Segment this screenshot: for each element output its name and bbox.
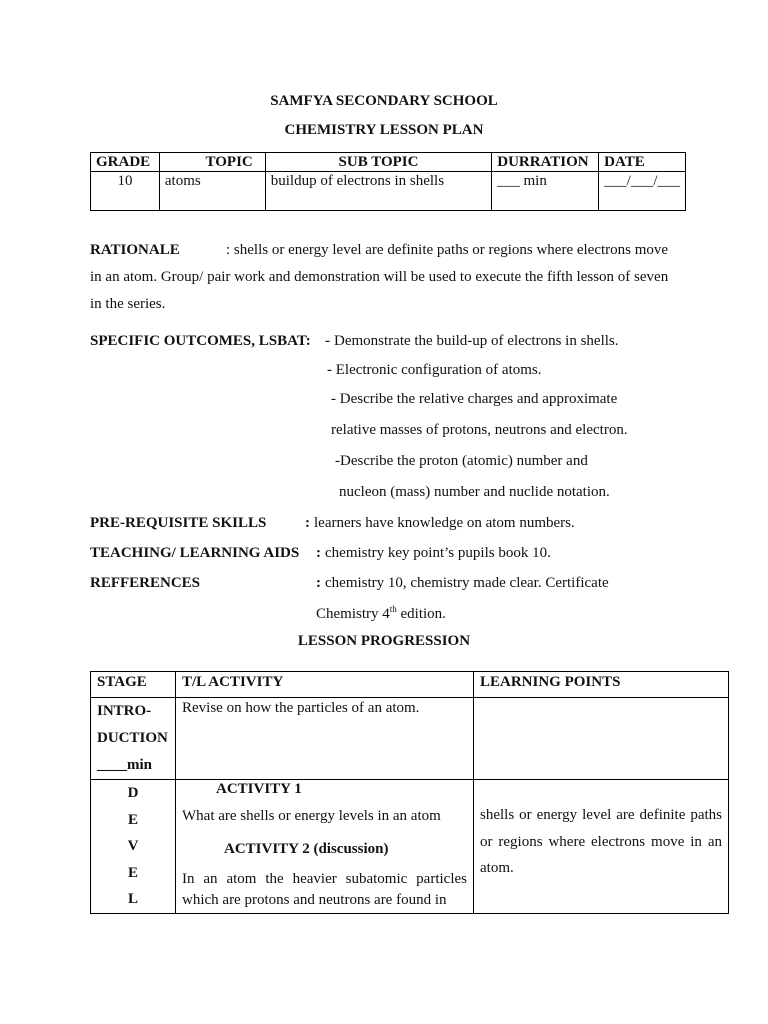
date-header: DATE bbox=[599, 153, 686, 172]
references-text: chemistry 10, chemistry made clear. Certificate bbox=[325, 575, 609, 591]
aids-text: chemistry key point’s pupils book 10. bbox=[325, 545, 551, 561]
outcome-item: nucleon (mass) number and nuclide notation. bbox=[339, 484, 610, 500]
info-header-row bbox=[91, 153, 686, 172]
outcome-item: -Describe the proton (atomic) number and bbox=[335, 453, 588, 469]
stage-letter: E bbox=[127, 864, 138, 881]
aids-label: TEACHING/ LEARNING AIDS bbox=[90, 545, 300, 561]
progression-header-row bbox=[91, 672, 729, 698]
grade-value: 10 bbox=[91, 172, 160, 211]
development-activity bbox=[176, 780, 474, 914]
stage-letter: D bbox=[127, 785, 139, 801]
lesson-info-table bbox=[90, 152, 686, 211]
stage-letter: E bbox=[127, 811, 138, 828]
introduction-activity: Revise on how the particles of an atom. bbox=[176, 698, 474, 780]
activity-1-text: What are shells or energy levels in an atom bbox=[182, 808, 441, 824]
introduction-points bbox=[474, 698, 729, 780]
prerequisite-colon: : bbox=[305, 515, 310, 531]
learning-points-header: LEARNING POINTS bbox=[474, 672, 729, 698]
outcomes-dash: - bbox=[325, 333, 330, 349]
development-row bbox=[91, 780, 729, 914]
prerequisite-text: learners have knowledge on atom numbers. bbox=[314, 515, 575, 531]
topic-value: atoms bbox=[159, 172, 265, 211]
activity-1-title: ACTIVITY 1 bbox=[216, 781, 302, 797]
outcome-item: - Describe the relative charges and approximate bbox=[331, 391, 618, 407]
subtopic-header: SUB TOPIC bbox=[265, 153, 492, 172]
references-line-2 bbox=[316, 604, 446, 623]
stage-letter: V bbox=[127, 838, 139, 854]
development-points: shells or energy level are definite paths or regions where electrons move in an atom. bbox=[474, 780, 729, 914]
progression-title: LESSON PROGRESSION bbox=[297, 633, 471, 649]
stage-line: ____min bbox=[97, 757, 153, 773]
outcomes-label: SPECIFIC OUTCOMES, LSBAT: bbox=[90, 333, 311, 349]
rationale-line-1: : shells or energy level are definite paths or regions where electrons move bbox=[226, 242, 669, 258]
topic-header: TOPIC bbox=[159, 153, 265, 172]
activity-2-title: ACTIVITY 2 (discussion) bbox=[224, 841, 389, 857]
school-name: SAMFYA SECONDARY SCHOOL bbox=[270, 93, 498, 109]
rationale-line-3: in the series. bbox=[90, 296, 166, 312]
lesson-progression-table bbox=[90, 671, 729, 914]
references-colon: : bbox=[316, 575, 321, 591]
stage-line: INTRO- bbox=[97, 703, 152, 719]
introduction-row bbox=[91, 698, 729, 780]
prerequisite-label: PRE-REQUISITE SKILLS bbox=[90, 515, 267, 531]
activity-header: T/L ACTIVITY bbox=[176, 672, 474, 698]
outcome-item: Demonstrate the build-up of electrons in shells. bbox=[334, 333, 619, 349]
activity-2-text: In an atom the heavier subatomic particles which are protons and neutrons are found in bbox=[182, 871, 467, 908]
outcome-item: - Electronic configuration of atoms. bbox=[327, 362, 542, 378]
date-value: ___/___/___ bbox=[599, 172, 686, 211]
development-stage bbox=[91, 780, 176, 914]
stage-line: DUCTION bbox=[97, 730, 168, 746]
stage-letter: L bbox=[127, 891, 138, 907]
duration-value: ___ min bbox=[492, 172, 599, 211]
stage-header: STAGE bbox=[91, 672, 176, 698]
lesson-plan-title: CHEMISTRY LESSON PLAN bbox=[284, 122, 484, 138]
outcome-item: relative masses of protons, neutrons and electron. bbox=[331, 422, 628, 438]
rationale-label: RATIONALE bbox=[90, 242, 180, 258]
references-label: REFFERENCES bbox=[90, 575, 201, 591]
introduction-stage bbox=[91, 698, 176, 780]
info-value-row bbox=[91, 172, 686, 211]
rationale-line-2: in an atom. Group/ pair work and demonstration will be used to execute the fifth lesson of seven bbox=[90, 269, 669, 285]
references-line-2-post: edition. bbox=[396, 606, 446, 622]
references-line-2-pre: Chemistry 4 bbox=[316, 606, 390, 622]
duration-header: DURRATION bbox=[492, 153, 599, 172]
references-superscript: th bbox=[389, 604, 397, 614]
aids-colon: : bbox=[316, 545, 321, 561]
subtopic-value: buildup of electrons in shells bbox=[265, 172, 492, 211]
grade-header: GRADE bbox=[91, 153, 160, 172]
